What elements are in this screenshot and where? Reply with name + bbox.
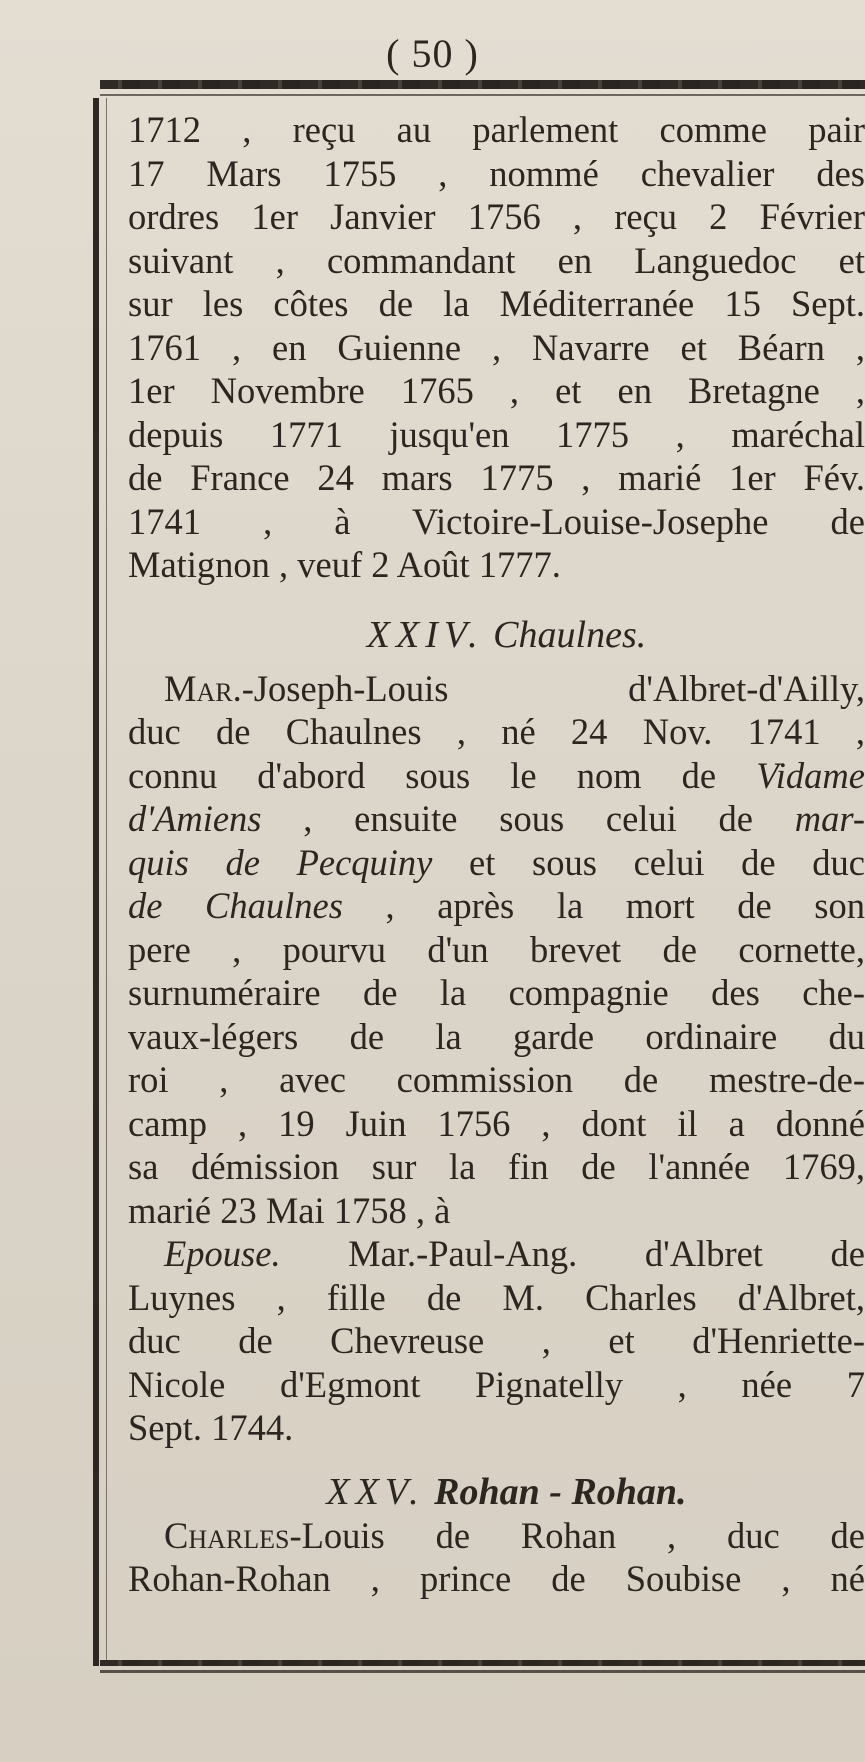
text-run: Mar.-Paul-Ang. d'Albret de: [280, 1233, 865, 1274]
page-body-text: [128, 108, 865, 1601]
text-line: roi , avec commission de mestre-de-: [128, 1059, 865, 1100]
text-line: camp , 19 Juin 1756 , dont il a donné: [128, 1102, 865, 1144]
text-line: vaux-légers de la garde ordinaire du: [128, 1015, 865, 1057]
bottom-thin-rule: [100, 1670, 865, 1673]
text-line: [128, 797, 865, 841]
text-line: 1761 , en Guienne , Navarre et Béarn ,: [128, 326, 865, 368]
section-heading-xxiv: [128, 587, 865, 667]
left-border-rule: [93, 98, 99, 1666]
text-run: , ensuite sous celui de: [261, 798, 795, 839]
top-thin-rule: [100, 94, 865, 96]
text-line: Luynes , fille de M. Charles d'Albret,: [128, 1276, 865, 1318]
text-line: suivant , commandant en Languedoc et: [128, 239, 865, 281]
lead-small-caps: Charles: [164, 1514, 290, 1556]
text-line: duc de Chevreuse , et d'Henriette-: [128, 1320, 865, 1361]
italic-run: Vidame: [756, 754, 865, 796]
text-line: depuis 1771 jusqu'en 1775 , maréchal: [128, 413, 865, 455]
text-run: -Louis de Rohan , duc de: [289, 1514, 865, 1556]
paragraph-chaulnes: [128, 667, 865, 1233]
text-line: ordres 1er Janvier 1756 , reçu 2 Février: [128, 196, 865, 237]
text-line: Nicole d'Egmont Pignatelly , née 7: [128, 1363, 865, 1405]
text-line: duc de Chaulnes , né 24 Nov. 1741 ,: [128, 711, 865, 752]
text-line: pere , pourvu d'un brevet de cornette,: [128, 928, 865, 970]
bottom-ornamental-rule: [100, 1660, 865, 1666]
text-line: surnuméraire de la compagnie des che-: [128, 972, 865, 1013]
section-name: Rohan - Rohan.: [434, 1470, 687, 1513]
lead-small-caps: Mar.: [164, 667, 242, 709]
italic-run: quis de Pecquiny: [128, 841, 433, 883]
text-line: [128, 841, 865, 885]
top-ornamental-rule: [100, 80, 865, 89]
paragraph-spouse: [128, 1232, 865, 1450]
text-line: 1er Novembre 1765 , et en Bretagne ,: [128, 370, 865, 411]
text-line: Rohan-Rohan , prince de Soubise , né: [128, 1558, 865, 1599]
text-line: Matignon , veuf 2 Août 1777.: [128, 544, 561, 585]
text-line: marié 23 Mai 1758 , à: [128, 1189, 451, 1231]
text-line: 17 Mars 1755 , nommé chevalier des: [128, 152, 865, 194]
text-line: Sept. 1744.: [128, 1407, 294, 1448]
text-line: de France 24 mars 1775 , marié 1er Fév.: [128, 457, 865, 498]
text-run: -Joseph-Louis d'Albret-d'Ailly,: [241, 667, 865, 709]
text-line: sa démission sur la fin de l'année 1769,: [128, 1146, 865, 1187]
text-line: 1741 , à Victoire-Louise-Josephe de: [128, 500, 865, 542]
section-numeral: XXIV.: [366, 613, 484, 656]
text-line: 1712 , reçu au parlement comme pair: [128, 109, 865, 150]
text-line: [128, 754, 865, 798]
section-heading-xxv: [128, 1450, 865, 1514]
text-line: [128, 667, 865, 711]
text-line: [128, 1232, 865, 1276]
italic-run: de Chaulnes: [128, 885, 343, 926]
page-number: ( 50 ): [386, 31, 479, 76]
paragraph-rohan: [128, 1514, 865, 1601]
paragraph-entry-continued: [128, 108, 865, 587]
italic-run: mar-: [794, 798, 865, 839]
text-run: , après la mort de son: [342, 885, 865, 926]
text-line: sur les côtes de la Méditerranée 15 Sept.: [128, 283, 865, 324]
section-numeral: XXV.: [326, 1470, 425, 1513]
text-line: [128, 1514, 865, 1558]
text-line: [128, 884, 865, 928]
italic-run: d'Amiens: [128, 798, 262, 839]
section-name: Chaulnes.: [493, 613, 647, 656]
text-run: connu d'abord sous le nom de: [128, 754, 757, 796]
left-thin-rule: [106, 98, 107, 1666]
text-run: et sous celui de duc: [432, 841, 865, 883]
spouse-label: Epouse.: [164, 1233, 281, 1274]
